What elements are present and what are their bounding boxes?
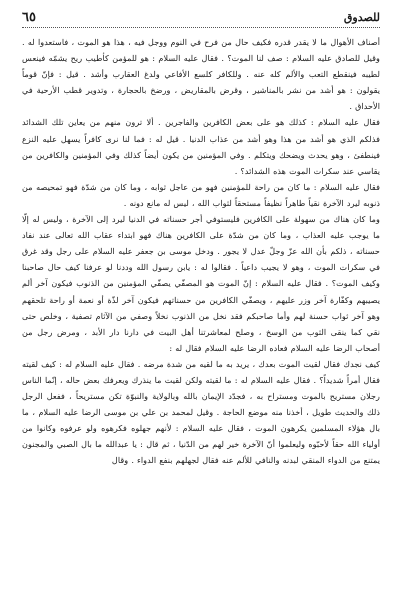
header-divider	[22, 27, 380, 28]
page-header	[22, 8, 380, 26]
page-number: ٦٥	[22, 9, 36, 25]
paragraph: كيف نجدك فقال لقيت الموت بعدك ، يريد به ما لقيه من شدة مرضه . فقال عليه السلام له : كيف لقيته فقال أمراً شديداً؟ . فقال عليه السلام له : ما لقيته ولكن لقيت ما ينذرك ويعرفك بعض حاله ، إنّما الناس رجلان مستريح بالموت ومستراح به ، فجدّد الإيمان بالله وبالولاية والنبوّة تكن مستريحاً ، ففعل الرجل ذلك والحديث طويل ، أخذنا منه موضع الحاجة . وقيل لمحمد بن علي بن موسى الرضا عليه السلام ، ما بال هؤلاء المسلمين يكرهون الموت ، فقال عليه السلام : لأنهم جهلوه فكرهوه ولو عرفوه وكانوا من أولياء الله حقاً لأحبّوه وليعلموا أنّ الآخرة خير لهم من الدّنيا ، ثم قال : يا عبدالله ما بال الصبي والمجنون يمتنع من الدواء المنقي لبدنه والنافي للألم عنه فقال لجهلهم بنفع الدواء . وقال	[22, 358, 380, 466]
running-title: للصدوق	[343, 10, 380, 24]
paragraph: وما كان هناك من سهولة على الكافرين فليستوفي أجر حسناته في الدنيا ليرد إلى الآخرة ، وليس له إلّا ما يوجب عليه العذاب ، وما كان من شدّة على الكافرين هناك فهو ابتداء عقاب الله تعالى عند نفاد حسناته ، ذلكم بأن الله عزّ وجلّ عدل لا يجور . ودخل موسى بن جعفر عليه السلام على رجل وقد غرق في سكرات الموت ، وهو لا يجيب داعياً . فقالوا له : يابن رسول الله وددنا لو عرفنا كيف حال صاحبنا وكيف الموت؟ . فقال عليه السلام : إنّ الموت هو المصفّي يصفّي المؤمنين من الذنوب فيكون آخر ألم يصيبهم وكفّارة آخر وزر عليهم ، ويصفّي الكافرين من حسناتهم فيكون آخر لذّة أو نعمة أو راحة تلحقهم وهو آخر ثواب حسنة لهم وأما صاحبكم فقد نخل من الذنوب نخلاً وصفي من الآثام تصفية ، وخلص حتى نقي كما ينقى الثوب من الوسخ ، وصلح لمعاشرتنا أهل البيت في دارنا دار الأبد ، ومرض رجل من أصحاب الرضا عليه السلام فعاده الرضا عليه السلام فقال له :	[22, 214, 380, 353]
body-text	[22, 34, 380, 584]
paragraph: أصناف الأهوال ما لا يقدر قدره فكيف حال من فرح في النوم ووجل فيه ، هذا هو الموت ، فاستعدوا له . وقيل للصادق عليه السلام : صف لنا الموت؟ . فقال عليه السلام : هو للمؤمن كأطيب ريح يشمّه فينعس لطيبه فينقطع التعب والألم كله عنه . وللكافر كلسع الأفاعي ولدغ العقارب وأشد . قيل : فإنّ قوماً يقولون : هو أشد من نشر بالمناشير ، وقرض بالمقاريض ، ورضخ بالحجارة ، وتدوير قطب الأرحية في الأحداق .	[22, 37, 380, 112]
paragraph: فقال عليه السلام : ما كان من راحة للمؤمنين فهو من عاجل ثوابه ، وما كان من شدّة فهو تمحيصه من ذنوبه ليرد الآخرة نقياً طاهراً نظيفاً مستحقاً لثواب الله ، ليس له مانع دونه .	[22, 181, 380, 208]
paragraph: فقال عليه السلام : كذلك هو على بعض الكافرين والفاجرين . ألا ترون منهم من يعاين تلك الشدائد فذلكم الذي هو أشد من هذا وهو أشد من عذاب الدنيا . قيل له : فما لنا نرى كافراً يسهل عليه النزع فينطفئ ، وهو يحدث ويضحك ويتكلم . وفي المؤمنين من يكون أيضاً كذلك وفي المؤمنين والكافرين من يقاسي عند سكرات الموت هذه الشدائد؟ .	[22, 117, 380, 176]
